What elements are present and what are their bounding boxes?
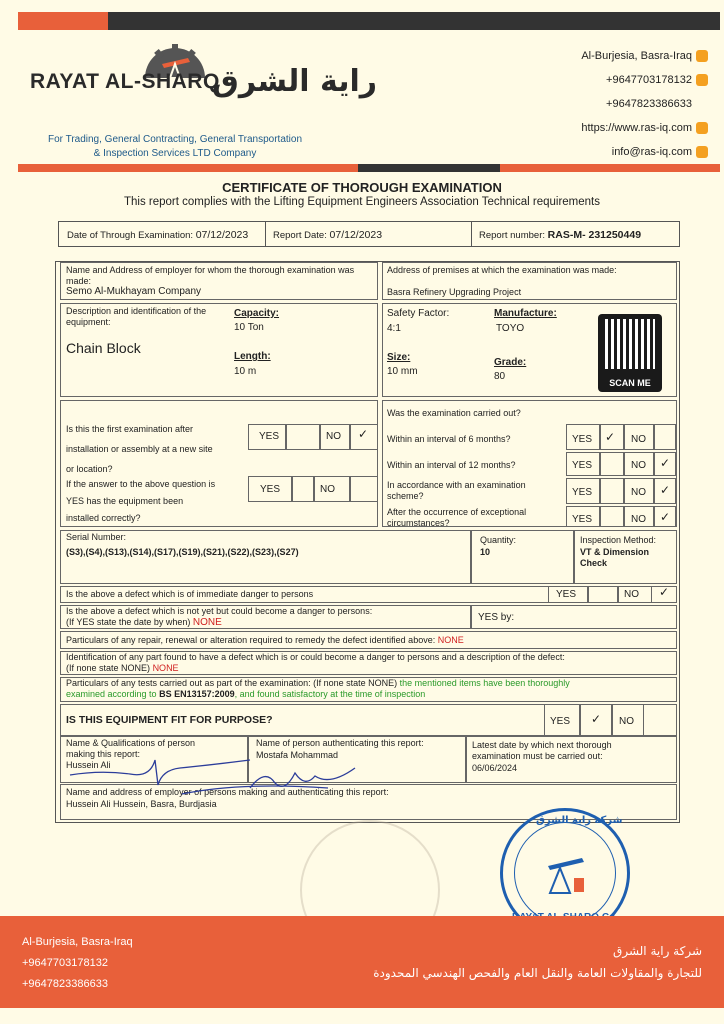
scheme-no[interactable]: NO [631, 487, 646, 498]
installed-no[interactable]: NO [320, 484, 335, 495]
exceptional-yes[interactable]: YES [572, 514, 593, 525]
certificate-title: CERTIFICATE OF THOROUGH EXAMINATION [222, 180, 502, 195]
scheme-no-check: ✓ [660, 483, 671, 497]
auth-value: Mostafa Mohammad [256, 750, 339, 760]
tests-text: Particulars of any tests carried out as part of the examination: (If none state NONE) the mentioned items have been thoroughly examined according to BS EN13157:2009, and found satisfactory at the time of inspection [66, 678, 570, 699]
fit-no[interactable]: NO [619, 716, 634, 727]
capacity-label: Capacity: [234, 308, 280, 319]
fit-yes-check: ✓ [591, 712, 602, 726]
immediate-no[interactable]: NO [624, 589, 639, 600]
serial-value: (S3),(S4),(S13),(S14),(S17),(S19),(S21),(S22),(S23),(S27) [66, 547, 299, 557]
method-value: VT & Dimension Check [580, 547, 650, 568]
exceptional-no-check: ✓ [660, 510, 671, 524]
person-value: Hussein Ali [66, 760, 111, 770]
first-exam-question: Is this the first examination after installation or assembly at a new site or location? [66, 424, 213, 474]
exceptional-no[interactable]: NO [631, 514, 646, 525]
exam-date-label: Date of Through Examination: 07/12/2023 [67, 229, 249, 241]
header-divider [18, 164, 720, 172]
length-label: Length: [234, 351, 271, 362]
footer-phone1[interactable]: +9647703178132 [22, 957, 108, 969]
premises-label: Address of premises at which the examination was made: [387, 265, 617, 275]
auth-label: Name of person authenticating this report: [256, 738, 424, 748]
report-date-label: Report Date: 07/12/2023 [273, 229, 383, 241]
first-exam-no[interactable]: NO [326, 431, 341, 442]
person-label: Name & Qualifications of person making this report: [66, 738, 196, 759]
globe-icon [696, 122, 708, 134]
repair-text: Particulars of any repair, renewal or alteration required to remedy the defect identified above: NONE [66, 635, 464, 645]
grade-value: 80 [494, 371, 506, 382]
equipment-desc-value: Chain Block [66, 340, 141, 356]
equipment-desc-label: Description and identification of the equipment: [66, 306, 207, 327]
interval6-yes[interactable]: YES [572, 434, 593, 445]
method-label: Inspection Method: [580, 535, 657, 545]
examination-form [55, 261, 680, 823]
yes-by-label: YES by: [478, 612, 515, 623]
interval6-no[interactable]: NO [631, 434, 646, 445]
phone2-text[interactable]: +9647823386633 [606, 98, 692, 110]
footer [0, 916, 724, 1008]
oil-pump-icon [540, 848, 590, 898]
safety-value: 4:1 [387, 323, 401, 334]
address-text: Al-Burjesia, Basra-Iraq [581, 50, 692, 62]
first-exam-yes[interactable]: YES [259, 431, 280, 442]
employer-persons-value: Hussein Ali Hussein, Basra, Burdjasia [66, 799, 217, 809]
scan-me-label: SCAN ME [609, 378, 651, 388]
employer-value: Semo Al-Mukhayam Company [66, 286, 202, 297]
company-name-en: RAYAT AL-SHARQ [30, 70, 220, 93]
first-exam-no-check: ✓ [358, 427, 369, 441]
installed-question: If the answer to the above question is YES has the equipment been installed correctly? [66, 479, 216, 523]
carried-out-question: Was the examination carried out? [387, 408, 521, 418]
interval12-yes[interactable]: YES [572, 460, 593, 471]
exam-date-value: 07/12/2023 [195, 229, 249, 241]
scheme-question: In accordance with an examination scheme? [387, 480, 526, 501]
certificate-subtitle: This report complies with the Lifting Equipment Engineers Association Technical requirements [123, 196, 600, 208]
phone-icon [696, 74, 708, 86]
website-link[interactable]: https://www.ras-iq.com [581, 122, 692, 134]
size-label: Size: [387, 352, 411, 363]
report-date-value: 07/12/2023 [329, 229, 383, 241]
report-number-value: RAS-M- 231250449 [547, 229, 642, 241]
stamp-text-ar: شركة راية الشرق [536, 815, 623, 826]
immediate-question: Is the above a defect which is of immediate danger to persons [66, 589, 314, 599]
next-exam-value: 06/06/2024 [472, 763, 518, 773]
phone1-text[interactable]: +9647703178132 [606, 74, 692, 86]
top-bar [18, 12, 720, 30]
quantity-label: Quantity: [480, 535, 517, 545]
email-link[interactable]: info@ras-iq.com [611, 146, 692, 158]
capacity-value: 10 Ton [234, 322, 264, 333]
safety-label: Safety Factor: [387, 308, 450, 319]
company-tagline: For Trading, General Contracting, General Transportation & Inspection Services LTD Company [47, 134, 303, 159]
fit-yes[interactable]: YES [550, 716, 571, 727]
employer-persons-label: Name and address of employer of persons making and authenticating this report: [66, 787, 389, 797]
signature-line [180, 780, 330, 800]
quantity-value: 10 [480, 547, 491, 557]
company-name-ar: راية الشرق [212, 64, 378, 99]
length-value: 10 m [234, 366, 257, 377]
next-exam-label: Latest date by which next thorough examination must be carried out: [472, 740, 612, 761]
location-icon [696, 50, 708, 62]
interval6-yes-check: ✓ [605, 430, 616, 444]
footer-phone2[interactable]: +9647823386633 [22, 978, 108, 990]
qr-code[interactable] [598, 314, 662, 392]
immediate-yes[interactable]: YES [556, 589, 577, 600]
exceptional-question: After the occurrence of exceptional circumstances? [387, 507, 527, 528]
interval6-question: Within an interval of 6 months? [387, 434, 511, 444]
report-number-label: Report number: RAS-M- 231250449 [479, 229, 642, 241]
interval12-no[interactable]: NO [631, 460, 646, 471]
premises-value: Basra Refinery Upgrading Project [387, 287, 522, 297]
mail-icon [696, 146, 708, 158]
interval12-no-check: ✓ [660, 456, 671, 470]
interval12-question: Within an interval of 12 months? [387, 460, 516, 470]
manufacture-label: Manufacture: [494, 308, 557, 319]
serial-label: Serial Number: [66, 532, 127, 542]
identification-text: Identification of any part found to have a defect which is or could become a danger to persons and a description of the defect: (If none state NONE) NONE [66, 652, 565, 673]
footer-contact [22, 932, 133, 995]
footer-arabic: شركة راية الشرق للتجارة والمقاولات العامة والنقل العام والفحص الهندسي المحدودة [373, 944, 702, 980]
fit-question: IS THIS EQUIPMENT FIT FOR PURPOSE? [66, 714, 273, 726]
immediate-no-check: ✓ [659, 585, 670, 599]
qr-pattern [605, 319, 655, 369]
installed-yes[interactable]: YES [260, 484, 281, 495]
size-value: 10 mm [387, 366, 418, 377]
contact-block [581, 44, 708, 164]
footer-address: Al-Burjesia, Basra-Iraq [22, 936, 133, 948]
scheme-yes[interactable]: YES [572, 487, 593, 498]
future-question: Is the above a defect which is not yet but could become a danger to persons: (If YES state the date by when) NONE [66, 606, 373, 628]
report-header-box [58, 221, 680, 247]
grade-label: Grade: [494, 357, 527, 368]
employer-label: Name and Address of employer for whom the thorough examination was made: [66, 265, 355, 286]
manufacture-value: TOYO [496, 323, 525, 334]
